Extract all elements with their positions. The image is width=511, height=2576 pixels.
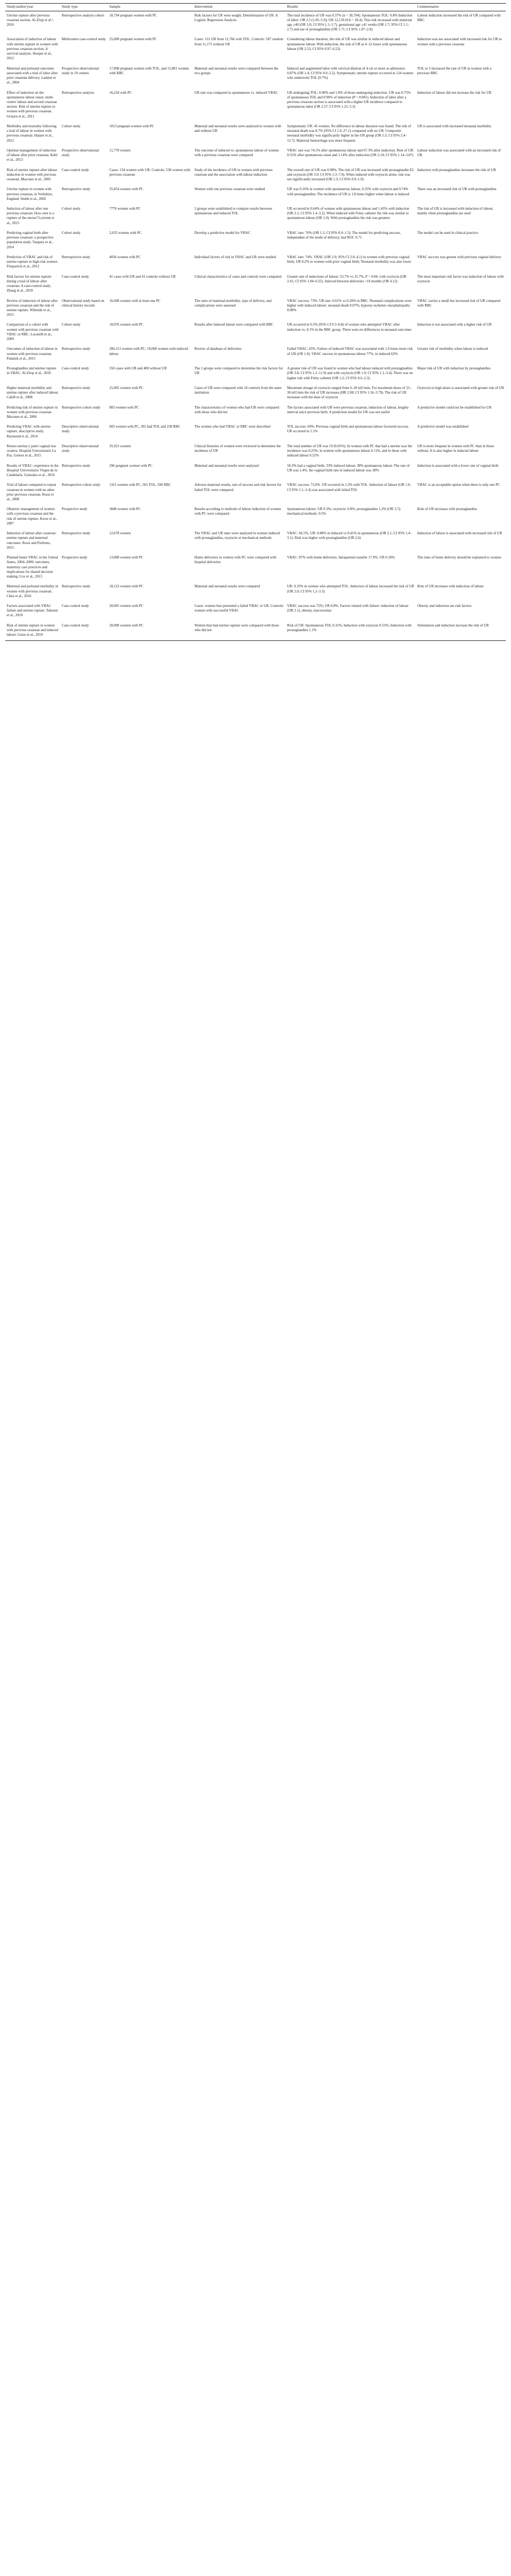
studies-table bbox=[5, 3, 506, 641]
study-type-cell: Retrospective study bbox=[61, 255, 91, 259]
intervention-cell: Cases: women that presented a failed VBAC or UR. Controls: women with successful VBAC bbox=[194, 604, 284, 613]
intervention-cell: The 2 groups were compared to determine the risk factors for UR bbox=[194, 366, 283, 376]
results-cell: VBAC success: 73%. UR rate: 0.61% vs 0.20% in RBC. Neonatal complications were higher with induced labour: neonatal death 0.07%; hypoxic-ischemic encephalopathy 0.08% bbox=[287, 298, 412, 312]
results-cell: VBAC success: 72.6%. UR occurred in 1.2% with TOL. Induction of labour (OR 1.6; CI 95% 1.1–2.4) was associated with failed TOL bbox=[287, 483, 411, 492]
study-cell: Outcomes of induction of labour in women with previous cesarean. Palatnik et al., 2015 bbox=[7, 347, 58, 361]
intervention-cell: Women that had uterine rupture were compared with those who did not bbox=[193, 621, 285, 641]
commentaries-cell: Oxytocin in high doses is associated with greater risk of UR bbox=[417, 385, 504, 390]
sample-cell: 25,000 pregnant women with PC bbox=[109, 37, 157, 42]
intervention-cell: The women who had VBAC or RBC were described bbox=[194, 425, 270, 429]
study-type-cell: Case-control study bbox=[60, 621, 108, 641]
sample-cell: 20,005 women with PC bbox=[109, 604, 144, 608]
intervention-cell: UR rate was compared in spontaneous vs. induced VBAC bbox=[194, 90, 278, 95]
study-type-cell: Case-control study bbox=[61, 274, 89, 279]
study-type-cell: Retrospective analysis cohort bbox=[61, 13, 105, 18]
results-cell: UR was 0.16% in women with spontaneous labour, 0.35% with oxytocin and 0.74% with prostaglandins. The incidence of UR is 1.8 times higher when labour is induced bbox=[287, 187, 410, 196]
results-cell: TOL success: 69%. Previous vaginal birth and spontaneous labour favoured success. UR occurred in 1.1% bbox=[287, 425, 410, 434]
study-type-cell: Retrospective cohort study bbox=[61, 405, 100, 410]
study-cell: Prediction of VBAC and risk of uterine rupture in high-risk women. Fitzpatrick et al., 2012 bbox=[7, 255, 58, 269]
intervention-cell: Maternal and neonatal results were analyzed in women with and without UR bbox=[194, 124, 281, 133]
results-cell: UR occurred in 0.64% of women with spontaneous labour and 1.45% with induction (OR 2.1; CI 95% 1.4–3.2). When induced with Foley catheter the risk was similar to spontaneous labour (OR 1.0). With prostaglandins the risk was greatest bbox=[287, 207, 410, 221]
commentaries-cell: Induction of labour did not increase the risk for UR bbox=[417, 90, 492, 95]
commentaries-cell: The model can be used in clinical practice bbox=[417, 230, 478, 235]
commentaries-cell: Risk of UR increases with induction of labour bbox=[417, 584, 484, 589]
table-row bbox=[5, 273, 506, 297]
study-cell: Induction of labour after one previous cesarean: How sure is a rupture of the uterus? Lovrenn et al., 2015 bbox=[7, 207, 55, 225]
intervention-cell: Develop a predictive model for VBAC bbox=[194, 230, 251, 235]
intervention-cell: The characteristics of women who had UR were compared with those who did not bbox=[194, 405, 279, 414]
results-cell: 50.3% had a vaginal birth; 33% induced labour, 38% spontaneous labour. The rate of UR was 1.4%, the vaginal birth rate in induced labour was 38% bbox=[287, 463, 410, 472]
results-cell: Considering labour duration, the risk of UR was similar in induced labour and spontaneous labour. With induction, the risk of UR at 4–12 hours with spontaneous labour (OR 2.52; CI 95% 0.97–6.52) bbox=[287, 37, 407, 51]
study-cell: Uterine rupture after previous cesarean section. Al-Zirqi et al.², 2016 bbox=[7, 13, 54, 27]
sample-cell: 35,854 women with PC bbox=[109, 187, 144, 192]
intervention-cell: Results according to methods of labour induction of women with PC were compared bbox=[194, 507, 281, 516]
sample-cell: 41 cases with UR and 41 controls without UR bbox=[109, 274, 176, 279]
commentaries-cell: A predictive model could not be established for UR bbox=[417, 405, 492, 410]
table-row bbox=[5, 442, 506, 462]
intervention-cell: Clinical characteristics of cases and controls were compared bbox=[194, 274, 282, 279]
sample-cell: 603 women with PC, 365 had TOL and 238 RBC bbox=[109, 425, 181, 429]
intervention-cell: Maternal and neonatal results were compared bbox=[194, 584, 260, 589]
study-cell: Maternal and perinatal morbidity in women with previous cesarean. Chen et al., 2016 bbox=[7, 584, 58, 598]
commentaries-cell: Induction with prostaglandins increases the risk of UR bbox=[417, 167, 496, 172]
study-type-cell: Cohort study bbox=[61, 207, 81, 211]
sample-cell: 10,076 women with PC bbox=[109, 323, 144, 327]
table-row bbox=[5, 205, 506, 229]
results-cell: Symptomatic UR: 45 women. No difference in labour duration was found. The risk of neonatal death was 8.7% (95% CI 1.6–27.1) compared with no UR. Composite neonatal morbidity was significantly higher in the UR group (OR 5.5; CI 95% 2.4–12.7). Maternal hemorrhage was more frequent bbox=[287, 124, 411, 143]
sample-cell: 35,923 women bbox=[109, 444, 131, 448]
study-type-cell: Descriptive observational study bbox=[61, 444, 99, 453]
table-row bbox=[5, 621, 506, 641]
commentaries-cell: Greater risk of morbidity when labour is induced bbox=[417, 347, 488, 351]
results-cell: A greater risk of UR was found in women who had labour induced with prostaglandins (OR 3.8; CI 95% 1.2–11.9) and with oxytocin (OR 1.9; CI 95% 1.1–3.4). There was no higher risk with Foley catheter (OR 1.2; CI 95% 0.6–2.3) bbox=[287, 366, 413, 380]
table-row bbox=[5, 229, 506, 253]
table-row bbox=[5, 505, 506, 529]
commentaries-cell: Risk of UR increases with prostaglandins bbox=[417, 507, 478, 512]
intervention-cell: Risk factors for UR were sought. Determination of UR. A Logistic Regression Analysis bbox=[194, 13, 278, 22]
commentaries-cell: The risk of UR is increased with induction of labour, mainly when prostaglandins are used bbox=[417, 207, 493, 216]
intervention-cell: Individual factors of risk in VBAC and UR were studied bbox=[194, 255, 276, 259]
study-cell: Factors associated with VBAC failure and uterine rupture. Tahseen et al., 2010 bbox=[7, 604, 58, 618]
study-cell: Predicting vaginal birth after previous cesarean: a prospective population study. Vasquez et al., 2014 bbox=[7, 230, 54, 249]
sample-cell: 16,600 women with at least one PC bbox=[109, 298, 161, 303]
sample-cell: 4036 women with PC bbox=[109, 255, 141, 259]
header-study-type: Study type bbox=[60, 4, 108, 11]
study-type-cell: Case-control study bbox=[61, 366, 89, 371]
study-type-cell: Retrospective cohort study bbox=[61, 483, 100, 487]
study-cell: Risk of uterine rupture after labour induction in women with previous cesarean. Macones et al., 2005 bbox=[7, 167, 57, 182]
intervention-cell: Maternal and neonatal results were compared between the two groups bbox=[194, 66, 279, 75]
commentaries-cell: The risks of home delivery should be explained to women bbox=[417, 555, 501, 560]
study-cell: Higher maternal morbidity and uterine rupture after induced labour. Cahill et al., 2008 bbox=[7, 385, 59, 400]
study-cell: Risk of uterine rupture in women with previous cesarean and induced labour. Guise et al., 2010 bbox=[5, 621, 60, 641]
sample-cell: 18,794 pregnant women with PC bbox=[109, 13, 157, 18]
study-type-cell: Observational study based on clinical history records bbox=[61, 298, 105, 308]
header-sample: Sample bbox=[108, 4, 193, 11]
sample-cell: 20,000 women with PC bbox=[108, 621, 193, 641]
study-cell: Rotura uterina y parto vaginal tras cesárea. Hospital Universitario La Paz. Gomez et al., 2015 bbox=[7, 444, 56, 458]
study-cell: Prostaglandins and uterine rupture in VBAC. Al-Zirqi et al., 2010 bbox=[7, 366, 57, 376]
study-type-cell: Retrospective study bbox=[61, 347, 91, 351]
sample-cell: 350 cases with UR and 400 without UR bbox=[109, 366, 167, 371]
commentaries-cell: Induction is associated with a lower rate of vaginal birth bbox=[417, 463, 499, 468]
table-row bbox=[5, 462, 506, 481]
study-cell: Predicting risk of uterine rupture in women with previous cesarean. Macones et al., 2006 bbox=[7, 405, 58, 419]
results-cell: The factors associated with UR were previous cesarean, induction of labour, lengthy interval since previous birth. A prediction model for UR was not useful bbox=[287, 405, 409, 414]
table-row bbox=[5, 89, 506, 122]
sample-cell: 1161 women with PC; 565 TOL, 596 RBC bbox=[109, 483, 171, 487]
header-results: Results bbox=[285, 4, 416, 11]
commentaries-cell: Induction of labour is associated with increased risk of UR bbox=[417, 531, 502, 536]
commentaries-cell: UR is more frequent in women with PC than in those without. It is also higher in induced labour bbox=[417, 444, 494, 453]
study-type-cell: Case-control study bbox=[61, 604, 89, 608]
table-row bbox=[5, 122, 506, 146]
study-type-cell: Prospective observational study bbox=[61, 148, 99, 158]
table-row bbox=[5, 529, 506, 553]
results-cell: VBAC success was 72%; UR 0.8%. Factors related with failure: induction of labour (OR 2.1), obesity, macrosomia bbox=[287, 604, 408, 613]
study-type-cell: Prospective study bbox=[61, 555, 88, 560]
results-cell: Risk of UR: Spontaneous TOL 0.31%; Induction with oxytocin 0.55%; Induction with prostaglandins 1.1% bbox=[285, 621, 416, 641]
sample-cell: 296 pregnant women with PC bbox=[109, 463, 152, 468]
study-cell: Optimal management of induction of labour after prior cesarean. Kehl et al., 2013 bbox=[7, 148, 58, 162]
commentaries-cell: VBAC is an acceptable option when there is only one PC bbox=[417, 483, 500, 487]
table-row bbox=[5, 166, 506, 185]
study-type-cell: Retrospective study bbox=[61, 187, 91, 192]
results-cell: VBAC: 66.5%. UR: 0.88% in induced vs 0.41% in spontaneous (OR 2.1; CI 95% 1.4–3.1). Risk was higher with prostaglandins (OR 2.6) bbox=[287, 531, 412, 540]
intervention-cell: Clinical histories of women were reviewed to determine the incidence of UR bbox=[194, 444, 281, 453]
intervention-cell: Study of the incidence of UR in women with previous cesarean and the association with labour induction bbox=[194, 167, 272, 177]
commentaries-cell: Obesity and induction are risk factors bbox=[417, 604, 472, 608]
table-body bbox=[5, 11, 506, 641]
sample-cell: 11,778 women bbox=[109, 148, 131, 152]
results-cell: VBAC rate: 74%. VBAC (OR 2.9; 95% CI 2.0–4.1) in women with previous vaginal birth; UR 0.2% in women with prior vaginal birth; Neonatal morbidity was also lower bbox=[287, 255, 412, 264]
sample-cell: 16,234 with PC bbox=[109, 90, 132, 95]
study-cell: Predicting VBAC with uterine rupture, descriptive study. Raymond et al., 2014 bbox=[7, 425, 51, 438]
table-row bbox=[5, 253, 506, 273]
intervention-cell: Results after induced labour were compared with RBC bbox=[194, 323, 274, 327]
results-cell: VBAC rate: 76% (OR 1.2; CI 95% 0.9–1.5). The model for predicting success, independent of the mode of delivery, had ROC 0.71 bbox=[287, 230, 401, 240]
study-cell: Results of VBAC: experience in the Hospital Universitario Virgen de la Candelaria. Gonzalez et al., 2016 bbox=[7, 463, 59, 478]
study-type-cell: Case-control study bbox=[61, 167, 89, 172]
table-row bbox=[5, 422, 506, 442]
commentaries-cell: Labour induction was associated with an increased risk of UR bbox=[417, 148, 501, 158]
study-cell: Trial of labour compared to repeat cesarean in women with no other prior previous cesarean. Rossi et al., 2008 bbox=[7, 483, 56, 502]
intervention-cell: The VBAC and UR rates were analyzed in women induced with prostaglandins, oxytocin or mechanical methods bbox=[194, 531, 280, 540]
intervention-cell: Women with one previous cesarean were studied bbox=[194, 187, 265, 192]
intervention-cell: Home deliveries in women with PC were compared with hospital deliveries bbox=[194, 555, 277, 565]
results-cell: The overall rate of UR was 0.98%. The risk of UR was increased with prostaglandin E2 and oxytocin (OR 3.0; CI 95% 1.3–7.0). When induced with oxytocin alone, risk was not significantly increased (OR 1.3; CI 95% 0.9–1.9) bbox=[287, 167, 414, 182]
intervention-cell: Cases: 131 UR from 11,766 with TOL. Controls: 587 random from 11,175 without UR bbox=[194, 37, 283, 46]
study-cell: Planned home VBAC in the United States, 2004–2009: outcomes, maternity care practices and implications for shared decision making. Cox et al., 2015 bbox=[7, 555, 58, 579]
study-type-cell: Retrospective analysis bbox=[61, 90, 94, 95]
header-study: Study/author/year bbox=[5, 4, 60, 11]
sample-cell: 13,000 women with PC bbox=[109, 555, 144, 560]
sample-cell: 17,898 pregnant women with TOL; and 15,801 women with RBC bbox=[109, 66, 189, 75]
table-row bbox=[5, 297, 506, 321]
sample-cell: 18,123 women with PC bbox=[109, 584, 144, 589]
study-type-cell: Retrospective study bbox=[61, 584, 91, 589]
table-row bbox=[5, 364, 506, 384]
results-cell: UR occurred in 0.5% (95% CI 0.3–0.8) of women who attempted VBAC after induction vs. 0.1% in the RBC group. There were no differences in neonatal outcomes bbox=[287, 323, 412, 332]
sample-cell: 7770 women with PC bbox=[109, 207, 141, 211]
intervention-cell: The rates of maternal morbidity, type of delivery, and complications were assessed bbox=[194, 298, 272, 308]
table-row bbox=[5, 553, 506, 582]
commentaries-cell: The most important risk factor was induction of labour with oxytocin bbox=[417, 274, 504, 283]
commentaries-cell: There was an increased risk of UR with prostaglandins bbox=[417, 187, 497, 192]
study-type-cell: Retrospective study bbox=[61, 531, 91, 536]
document bbox=[5, 3, 506, 641]
table-row bbox=[5, 481, 506, 505]
study-type-cell: Prospective study bbox=[61, 507, 88, 512]
table-header-row bbox=[5, 4, 506, 11]
sample-cell: 2,635 women with PC bbox=[109, 230, 142, 235]
commentaries-cell: Major risk of UR with induction by prostaglandins bbox=[417, 366, 491, 371]
study-cell: Maternal and perinatal outcomes associated with a trial of labor after prior cesarean delivery. Landon et al., 2004 bbox=[7, 66, 58, 85]
commentaries-cell: UR is associated with increased neonatal morbidity bbox=[417, 124, 491, 128]
commentaries-cell: Labour induction increased the risk of UR compared with RBC bbox=[417, 13, 501, 22]
sample-cell: 1013 pregnant women with PC bbox=[109, 124, 155, 128]
sample-cell: Cases: 134 women with UR. Controls: 538 women with previous cesarean bbox=[109, 167, 191, 177]
commentaries-cell: VBAC carries a small but increased risk of UR compared with RBC bbox=[417, 298, 501, 308]
table-row bbox=[5, 345, 506, 364]
intervention-cell: Adverse maternal results, rate of success and risk factors for failed TOL were compared bbox=[194, 483, 282, 492]
intervention-cell: Maternal and neonatal results were analyzed bbox=[194, 463, 259, 468]
intervention-cell: 2 groups were established to compare results between spontaneous and induced TOL bbox=[194, 207, 272, 216]
table-row bbox=[5, 403, 506, 423]
results-cell: The total incidence of UR was 0.37% (n = 18,794). Spontaneous TOL: 0.8% Induction of labor: OR 2.5 (1.05–5.9); UR 12,110 (0.6 = 18.4). This risk increased with maternal age ≥40 (OR 3.0; CI 95% 1.1–5.7), gestational age ≥41 weeks (OR 1.7; 95% CI 1.1–2.7) and use of prostaglandins (OR 1.71; CI 95% 1.07–2.8) bbox=[287, 13, 413, 32]
table-row bbox=[5, 146, 506, 166]
table-row bbox=[5, 384, 506, 403]
study-type-cell: Retrospective study bbox=[61, 463, 91, 468]
table-row bbox=[5, 35, 506, 64]
study-type-cell: Cohort study bbox=[61, 124, 81, 128]
intervention-cell: Cases of UR were compared with 10 controls from the same institution bbox=[194, 385, 282, 395]
study-cell: Review of induction of labour after previous cesarean and the risk of uterine rupture. Wilmink et al., 2015 bbox=[7, 298, 58, 317]
results-cell: Failed VBAC: 43%. Failure of induced VBAC was associated with 1.9 times more risk of UR (OR 1.9). VBAC success in spontaneous labour 77%, in induced 62% bbox=[287, 347, 413, 356]
table-row bbox=[5, 582, 506, 602]
results-cell: VBAC: 87% with home deliveries. Intrapartum transfer 17.9%. UR 0.10% bbox=[287, 555, 395, 560]
study-type-cell: Retrospective study bbox=[61, 385, 91, 390]
results-cell: UR: 0.35% in women who attempted TOL. Induction of labour increased the risk of UR (OR 2.0; CI 95% 1.2–3.3) bbox=[287, 584, 414, 594]
header-commentaries: Commentaries bbox=[416, 4, 506, 11]
results-cell: Greater rate of inductions of labour: 53.7% vs 31.7%, P = 0.04; with oxytocin (OR 2.61; CI 95% 1.04–6.55). Interval between deliveries <18 months (OR 4.12) bbox=[287, 274, 406, 283]
study-cell: Obstetric management of women with a previous cesarean and the risk of uterine rupture. Kwee et al., 2007 bbox=[7, 507, 58, 526]
study-cell: Uterine rupture in women with previous cesarean, in Yorkshire, England. Smith et al., 2002 bbox=[7, 187, 53, 201]
results-cell: Induced and augmented labor with cervical dilation of 4 cm or more at admission: 0.87% (OR 1.4; CI 95% 0.9–2.2). Symptomatic uterine rupture occurred in 124 women who underwent TOL (0.7%) bbox=[287, 66, 414, 80]
results-cell: Spontaneous labour: UR 0.3%; oxytocin: 0.8%; prostaglandins 1.2% (OR 3.7); mechanical methods: 0.5% bbox=[287, 507, 401, 516]
table-row bbox=[5, 185, 506, 205]
study-type-cell: Multicentre case-control study bbox=[61, 37, 106, 42]
results-cell: The total number of UR was 19 (0.05%). In women with PC that had a uterine scar the incidence was 0.23%; in women with spontaneous labour 0.11%, and in those with induced labour 0.52% bbox=[287, 444, 413, 458]
study-cell: Association of induction of labour with uterine rupture in women with previous cesarean section: A survival analysis. Hooper et al., 2012 bbox=[7, 37, 58, 61]
study-type-cell: Prospective observational study in 19 centres bbox=[61, 66, 99, 75]
commentaries-cell: TOL in 3 increased the rate of UR in women with a previous RBC bbox=[417, 66, 492, 75]
sample-cell: 12,678 women bbox=[109, 531, 131, 536]
table-row bbox=[5, 320, 506, 345]
study-cell: Comparison of a cohort with women with previous cesarean with VBAC or RBC. Locatelli et al., 2009 bbox=[7, 323, 59, 342]
commentaries-cell: VBAC success was greater with previous vaginal delivery bbox=[417, 255, 502, 259]
study-cell: Effect of induction on the spontaneous labour onset; multi-centric labour and second cesarean section. Risk of uterine rupture in women with previous cesarean. Grisaru et al., 2011 bbox=[7, 90, 57, 118]
study-cell: Morbidity and mortality following a trial of labour in women with previous cesarean. Harper et al., 2012 bbox=[7, 124, 57, 143]
header-intervention: Intervention bbox=[193, 4, 285, 11]
commentaries-cell: Stimulation and induction increase the risk of UR bbox=[416, 621, 506, 641]
results-cell: VBAC rate was 74.1% after spontaneous labour and 67.3% after induction. Risk of UR: 0.55% after spontaneous onset and 1.14% after induction (OR 2.10; CI 95% 1.14–3.87) bbox=[287, 148, 414, 158]
results-cell: Maximum dosage of oxytocin ranged from 6–20 mU/min. For maximum doses of 21–30 mU/min the risk of UR increases (HR 2.08; CI 95% 1.16–3.79). The risk of UR increases with the dose of oxytocin bbox=[287, 385, 412, 400]
sample-cell: 3048 women with PC bbox=[109, 507, 141, 512]
commentaries-cell: Induction is not associated with a higher risk of UR bbox=[417, 323, 492, 327]
sample-cell: 206,113 women with PC; 19,068 women with induced labour bbox=[109, 347, 188, 356]
table-row bbox=[5, 64, 506, 89]
study-cell: Induction of labour after cesarean: uterine rupture and maternal outcomes. Rossi and Prefumo, 2015 bbox=[7, 531, 57, 550]
intervention-cell: Review of database of deliveries bbox=[194, 347, 242, 351]
sample-cell: 803 women with PC bbox=[109, 405, 139, 410]
commentaries-cell: A predictive model was established bbox=[417, 425, 469, 429]
study-type-cell: Descriptive observational study bbox=[61, 425, 99, 434]
table-row bbox=[5, 602, 506, 621]
results-cell: UR undergoing TOL: 0.90% and 1.8% of those undergoing induction. UR was 0.75% of spontaneous TOL and 0.96% of induction (P < 0.001). Induction of labor after a previous cesarean section is associated with a higher UR incidence compared to spontaneous labor (OR 2.57; CI 95% 1.25–5.3) bbox=[287, 90, 411, 109]
study-cell: Risk factors for uterine rupture during a trial of labour after cesarean: A case-control study. Zhang et al., 2018 bbox=[7, 274, 52, 293]
sample-cell: 25,005 women with PC bbox=[109, 385, 144, 390]
table-row bbox=[5, 11, 506, 35]
study-type-cell: Cohort study bbox=[61, 230, 81, 235]
intervention-cell: The outcome of induced vs. spontaneous labour of women with a previous cesarean were compared bbox=[194, 148, 279, 158]
commentaries-cell: Induction was not associated with increased risk for UR in women with a previous cesarean bbox=[417, 37, 502, 46]
study-type-cell: Cohort study bbox=[61, 323, 81, 327]
